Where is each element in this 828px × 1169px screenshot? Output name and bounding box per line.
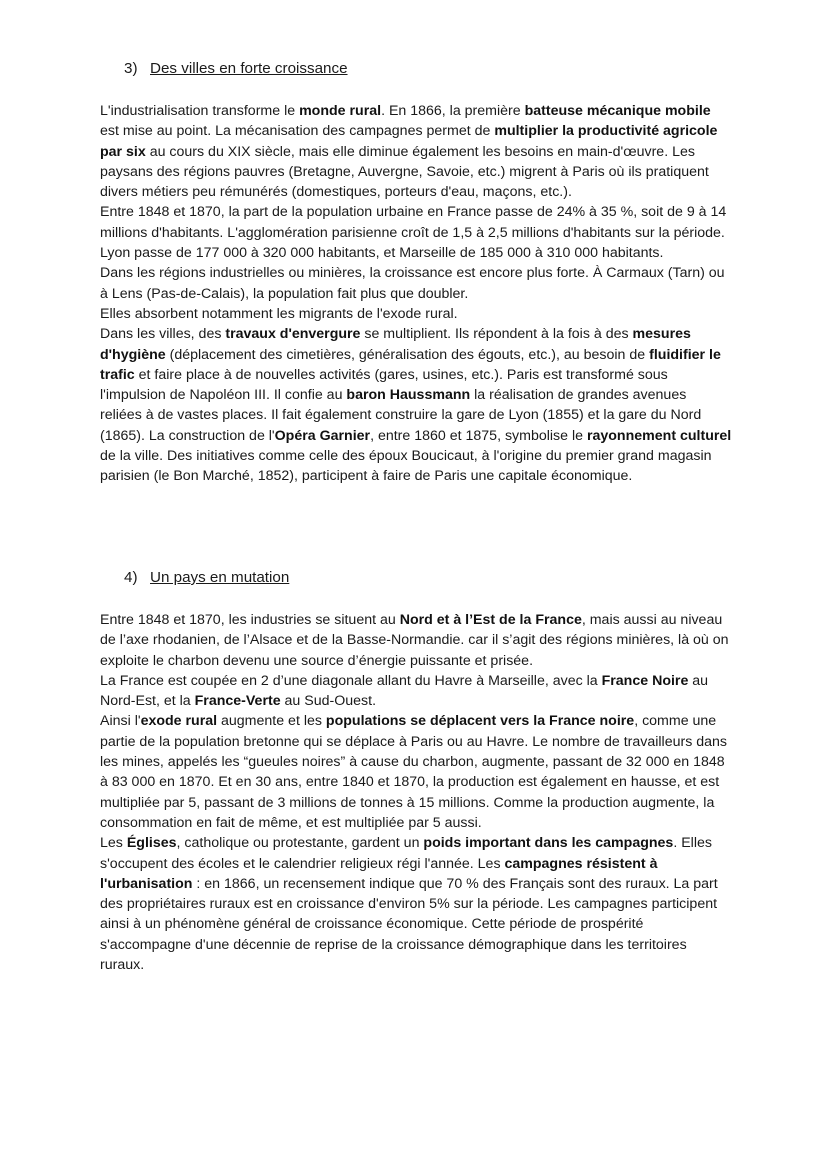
bold-text: France Noire: [601, 672, 689, 689]
text-run: . En 1866, la première: [381, 103, 525, 119]
paragraph: [100, 610, 732, 671]
text-run: , catholique ou protestante, gardent un: [176, 835, 424, 852]
paragraph: [100, 101, 732, 202]
text-run: Dans les villes, des: [100, 326, 226, 343]
bold-text: multiplier la productivité agricole par six: [100, 123, 718, 160]
bold-text: Opéra Garnier: [274, 427, 371, 444]
bold-text: populations se déplacent vers la France noire: [325, 713, 635, 730]
bold-text: baron Haussmann: [346, 387, 471, 404]
bold-text: monde rural: [299, 103, 382, 119]
text-run: . Elles s'occupent des écoles et le calendrier religieux régi l'année. Les: [100, 835, 712, 872]
text-run: Entre 1848 et 1870, la part de la population urbaine en France passe de 24% à 35 %, soit de 9 à 14 millions d'habitants. L'agglomération parisienne croît de 1,5 à 2,5 millions d'habitants sur la période. Lyon passe de 177 000 à 320 000 habitants, et Marseille de 185 000 à 310 000 habitants.: [100, 204, 727, 262]
text-run: au Nord-Est, et la: [100, 672, 709, 710]
paragraph: [100, 711, 732, 833]
text-run: , comme une partie de la population bretonne qui se déplace à Paris ou au Havre. Le nombre de travailleurs dans les mines, appelés les “gueules noires” à cause du charbon, augmente, passant de 32 000 en 1848 à 83 000 en 1870. Et en 30 ans, entre 1840 et 1870, la production est également en hausse, et est multipliée par 5, passant de 3 millions de tonnes à 15 millions. Comme la production augmente, la consommation en fait de même, et est multipliée par 5 aussi.: [100, 713, 728, 831]
text-run: (déplacement des cimetières, généralisation des égouts, etc.), au besoin de: [165, 346, 650, 363]
text-run: augmente et les: [217, 713, 326, 730]
section-title: Des villes en forte croissance: [150, 60, 348, 77]
section-number: 4): [124, 569, 138, 586]
text-run: au Sud-Ouest.: [280, 693, 377, 710]
text-run: et faire place à de nouvelles activités (gares, usines, etc.). Paris est transformé sous l'impulsion de Napoléon III. Il confie au: [100, 366, 668, 404]
text-run: au cours du XIX siècle, mais elle diminue également les besoins en main-d'œuvre. Les paysans des régions pauvres (Bretagne, Auvergne, Savoie, etc.) migrent à Paris où ils pratiquent divers métiers peu rémunérés (domestiques, porteurs d'eau, maçons, etc.).: [100, 143, 709, 201]
bold-text: fluidifier le trafic: [100, 346, 721, 383]
bold-text: campagnes résistent à l'urbanisation: [100, 855, 658, 892]
paragraph: [100, 263, 732, 304]
text-run: Entre 1848 et 1870, les industries se situent au: [100, 612, 400, 628]
text-run: , mais aussi au niveau de l’axe rhodanien, de l’Alsace et de la Basse-Normandie. car il s’agit des régions minières, là où on exploite le charbon devenu une source d’énergie puissante et prisée.: [100, 612, 729, 669]
text-run: La France est coupée en 2 d’une diagonale allant du Havre à Marseille, avec la: [100, 672, 602, 689]
bold-text: France-Verte: [194, 693, 281, 710]
text-run: L'industrialisation transforme le: [100, 103, 300, 119]
bold-text: batteuse mécanique mobile: [524, 103, 711, 119]
text-run: , entre 1860 et 1875, symbolise le: [370, 427, 587, 444]
bold-text: rayonnement culturel: [586, 427, 732, 444]
paragraph: [100, 202, 732, 263]
section-4-body: [100, 610, 732, 975]
text-run: la réalisation de grandes avenues reliées à de vastes places. Il fait également construire la gare de Lyon (1855) et la gare du Nord (1865). La construction de l': [100, 387, 702, 444]
bold-text: Églises: [126, 835, 177, 852]
bold-text: Nord et à l’Est de la France: [399, 612, 582, 628]
section-3-body: [100, 101, 732, 487]
text-run: de la ville. Des initiatives comme celle des époux Boucicaut, à l'origine du premier grand magasin parisien (le Bon Marché, 1852), participent à faire de Paris une capitale économique.: [100, 448, 712, 485]
section-4-heading: [124, 568, 289, 588]
paragraph: [100, 671, 732, 712]
text-run: Elles absorbent notamment les migrants de l'exode rural.: [100, 305, 458, 322]
section-number: 3): [124, 60, 138, 77]
paragraph: [100, 833, 732, 975]
text-run: : en 1866, un recensement indique que 70 % des Français sont des ruraux. La part des propriétaires ruraux est en croissance d'environ 5% sur la période. Les campagnes participent ainsi à un phénomène général de croissance économique. Cette période de prospérité s'accompagne d'une décennie de reprise de la croissance démographique dans les territoires ruraux.: [100, 875, 718, 974]
text-run: se multiplient. Ils répondent à la fois à des: [360, 326, 633, 343]
paragraph: [100, 304, 732, 324]
bold-text: mesures d'hygiène: [100, 326, 691, 363]
bold-text: exode rural: [140, 713, 218, 730]
text-run: Dans les régions industrielles ou minières, la croissance est encore plus forte. À Carmaux (Tarn) ou à Lens (Pas-de-Calais), la population fait plus que doubler.: [100, 265, 725, 302]
text-run: Les: [100, 835, 127, 852]
bold-text: poids important dans les campagnes: [423, 835, 674, 852]
text-run: Ainsi l': [100, 713, 141, 730]
section-3-heading: [124, 59, 348, 79]
bold-text: travaux d'envergure: [225, 326, 361, 343]
section-title: Un pays en mutation: [150, 569, 290, 586]
paragraph: [100, 324, 732, 486]
text-run: est mise au point. La mécanisation des campagnes permet de: [100, 123, 495, 140]
